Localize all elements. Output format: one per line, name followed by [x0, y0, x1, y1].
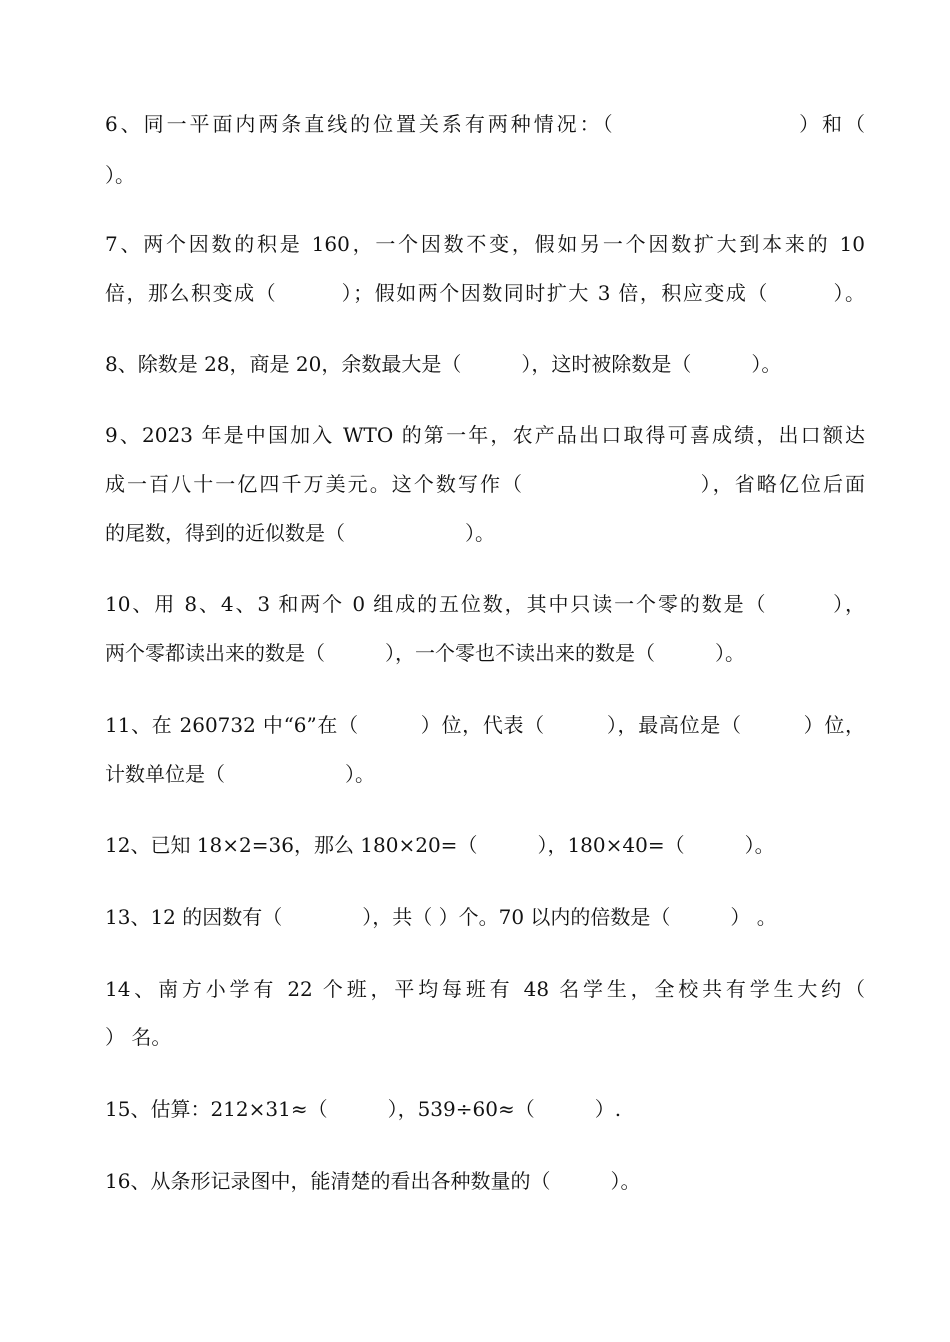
question-9-line-3: 的尾数，得到的近似数是（ ）。 — [105, 521, 495, 545]
question-11-line-1: 11、在 260732 中“6”在（ ）位，代表（ ），最高位是（ ）位， — [105, 713, 865, 737]
question-14-line-2: ） 名。 — [105, 1025, 172, 1049]
question-15-line-1: 15、估算：212×31≈（ ），539÷60≈（ ）. — [105, 1097, 622, 1121]
question-10-line-1: 10、用 8、4、3 和两个 0 组成的五位数，其中只读一个零的数是（ ）， — [105, 592, 865, 616]
question-9-line-2: 成一百八十一亿四千万美元。这个数写作（ ），省略亿位后面 — [105, 472, 865, 496]
question-8-line-1: 8、除数是 28，商是 20，余数最大是（ ），这时被除数是（ ）。 — [105, 352, 782, 376]
question-14-line-1: 14、南方小学有 22 个班，平均每班有 48 名学生，全校共有学生大约（ — [105, 977, 865, 1001]
question-9-line-1: 9、2023 年是中国加入 WTO 的第一年，农产品出口取得可喜成绩，出口额达 — [105, 423, 865, 447]
question-12-line-1: 12、已知 18×2=36，那么 180×20=（ ），180×40=（ ）。 — [105, 833, 775, 857]
question-6-line-2: ）。 — [105, 163, 135, 187]
question-6-line-1: 6、同一平面内两条直线的位置关系有两种情况：（ ）和（ — [105, 112, 865, 136]
question-10-line-2: 两个零都读出来的数是（ ），一个零也不读出来的数是（ ）。 — [105, 641, 745, 665]
question-13-line-1: 13、12 的因数有（ ），共（ ）个。70 以内的倍数是（ ） 。 — [105, 905, 777, 929]
question-7-line-1: 7、两个因数的积是 160，一个因数不变，假如另一个因数扩大到本来的 10 — [105, 232, 865, 256]
question-16-line-1: 16、从条形记录图中，能清楚的看出各种数量的（ ）。 — [105, 1169, 641, 1193]
question-11-line-2: 计数单位是（ ）。 — [105, 762, 375, 786]
question-7-line-2: 倍，那么积变成（ ）；假如两个因数同时扩大 3 倍，积应变成（ ）。 — [105, 281, 865, 305]
